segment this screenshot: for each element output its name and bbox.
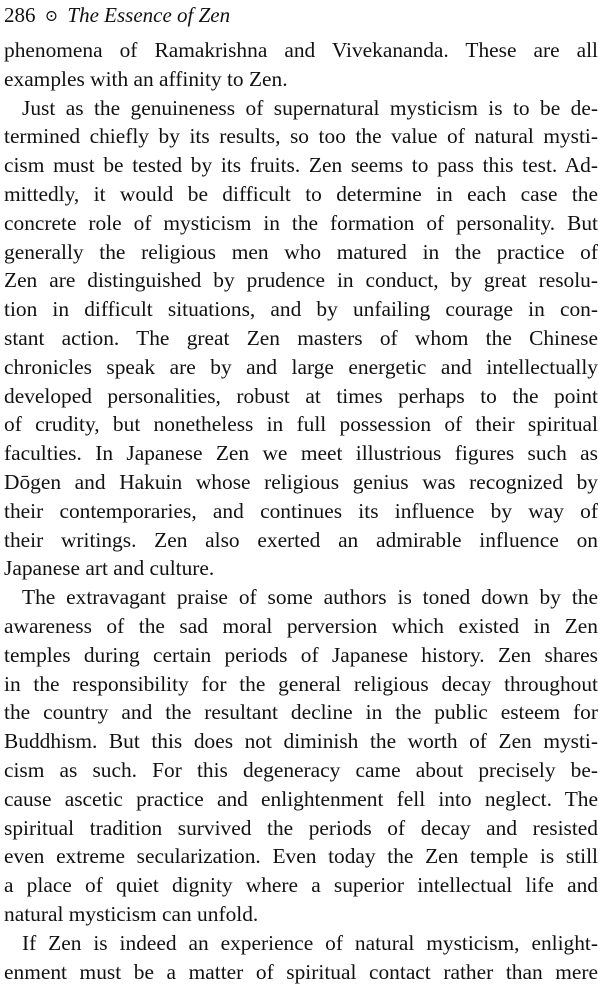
text-line: cism as such. For this degeneracy came about precisely be- xyxy=(4,756,598,785)
text-line: spiritual tradition survived the periods of decay and resisted xyxy=(4,814,598,843)
text-line: mittedly, it would be difficult to determine in each case the xyxy=(4,180,598,209)
text-line: developed personalities, robust at times perhaps to the point xyxy=(4,382,598,411)
text-line: stant action. The great Zen masters of whom the Chinese xyxy=(4,324,598,353)
text-line: their contemporaries, and continues its influence by way of xyxy=(4,497,598,526)
text-line: faculties. In Japanese Zen we meet illustrious figures such as xyxy=(4,439,598,468)
page-number: 286 xyxy=(4,3,36,27)
text-line: awareness of the sad moral perversion which existed in Zen xyxy=(4,612,598,641)
ornament-icon: ⊙ xyxy=(45,2,58,32)
paragraph-2 xyxy=(4,94,598,584)
body-text xyxy=(4,36,598,986)
paragraph-1 xyxy=(4,36,598,94)
text-line: natural mysticism can unfold. xyxy=(4,900,598,929)
text-line: Zen are distinguished by prudence in conduct, by great resolu- xyxy=(4,266,598,295)
book-page xyxy=(4,0,598,962)
text-line: termined chiefly by its results, so too the value of natural mysti- xyxy=(4,122,598,151)
text-line: If Zen is indeed an experience of natural mysticism, enlight- xyxy=(4,929,598,958)
text-line: Japanese art and culture. xyxy=(4,554,598,583)
text-line: The extravagant praise of some authors is toned down by the xyxy=(4,583,598,612)
text-line: chronicles speak are by and large energetic and intellectually xyxy=(4,353,598,382)
text-line: in the responsibility for the general religious decay throughout xyxy=(4,670,598,699)
text-line: cause ascetic practice and enlightenment fell into neglect. The xyxy=(4,785,598,814)
text-line: of crudity, but nonetheless in full possession of their spiritual xyxy=(4,410,598,439)
text-line: their writings. Zen also exerted an admirable influence on xyxy=(4,526,598,555)
book-title: The Essence of Zen xyxy=(67,3,230,27)
text-line: a place of quiet dignity where a superior intellectual life and xyxy=(4,871,598,900)
running-head xyxy=(4,0,598,30)
text-line: tion in difficult situations, and by unfailing courage in con- xyxy=(4,295,598,324)
text-line: cism must be tested by its fruits. Zen seems to pass this test. Ad- xyxy=(4,151,598,180)
text-line: enment must be a matter of spiritual contact rather than mere xyxy=(4,958,598,986)
text-line: Buddhism. But this does not diminish the worth of Zen mysti- xyxy=(4,727,598,756)
text-line: phenomena of Ramakrishna and Vivekananda. These are all xyxy=(4,36,598,65)
text-line: examples with an affinity to Zen. xyxy=(4,65,598,94)
text-line: Just as the genuineness of supernatural mysticism is to be de- xyxy=(4,94,598,123)
text-line: concrete role of mysticism in the formation of personality. But xyxy=(4,209,598,238)
text-line: generally the religious men who matured in the practice of xyxy=(4,238,598,267)
text-line: temples during certain periods of Japanese history. Zen shares xyxy=(4,641,598,670)
text-line: even extreme secularization. Even today the Zen temple is still xyxy=(4,842,598,871)
text-line: Dōgen and Hakuin whose religious genius was recognized by xyxy=(4,468,598,497)
paragraph-3 xyxy=(4,583,598,929)
text-line: the country and the resultant decline in the public esteem for xyxy=(4,698,598,727)
paragraph-4 xyxy=(4,929,598,986)
